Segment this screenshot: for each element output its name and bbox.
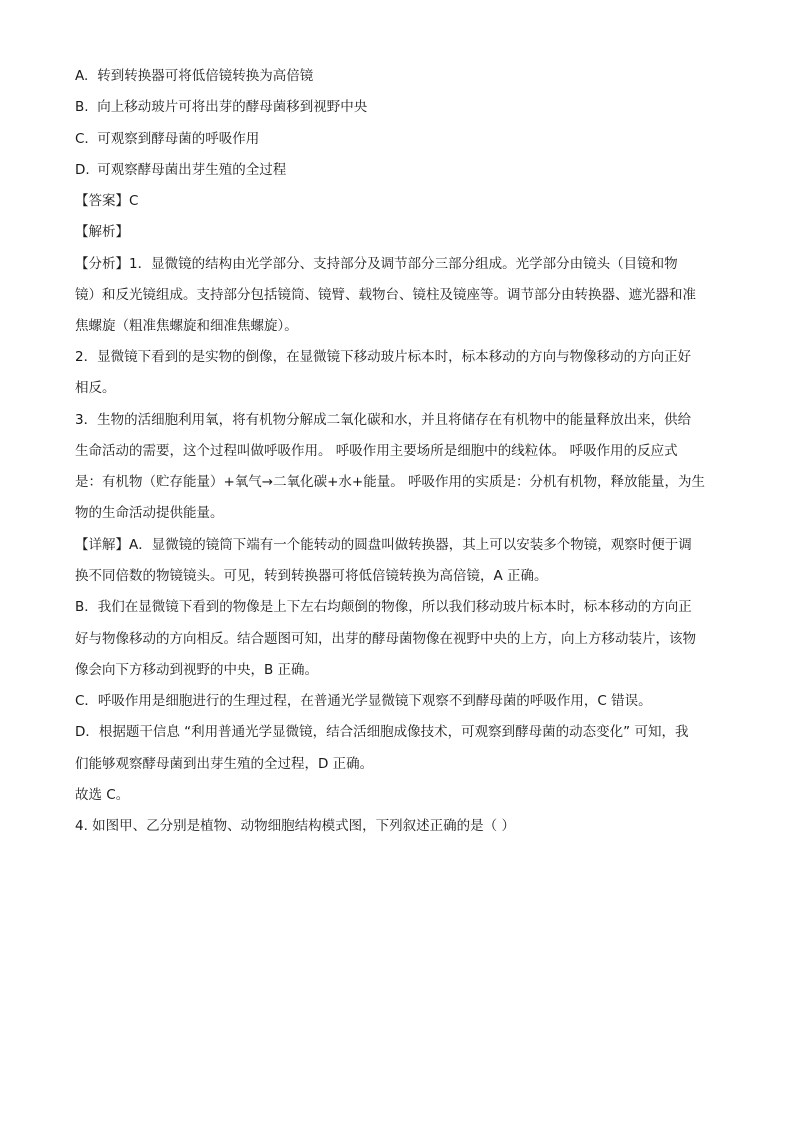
fenxi-line-9: 物的生命活动提供能量。 — [75, 505, 224, 521]
fenxi-line-6: 3．生物的活细胞利用氧，将有机物分解成二氧化碳和水，并且将储存在有机物中的能量释放出来，供给 — [75, 412, 692, 428]
fenxi-line-5: 相反。 — [75, 380, 116, 396]
option-d-text: 可观察酵母菌出芽生殖的全过程 — [97, 162, 287, 178]
xiangjie-line-6: C．呼吸作用是细胞进行的生理过程，在普通光学显微镜下观察不到酵母菌的呼吸作用，C 错误。 — [75, 693, 652, 709]
analysis-heading: 【解析】 — [75, 224, 129, 240]
xiangjie-line-3: B．我们在显微镜下看到的物像是上下左右均颠倒的物像，所以我们移动玻片标本时，标本移动的方向正 — [75, 599, 692, 615]
answer-line — [75, 191, 725, 211]
answer-value: C — [129, 193, 139, 209]
fenxi-text-1: 1．显微镜的结构由光学部分、支持部分及调节部分三部分组成。光学部分由镜头（目镜和物 — [129, 256, 678, 272]
fenxi-line-3: 焦螺旋（粗准焦螺旋和细准焦螺旋）。 — [75, 318, 298, 334]
option-b-letter: B. — [75, 99, 89, 115]
fenxi-line-7: 生命活动的需要，这个过程叫做呼吸作用。 呼吸作用主要场所是细胞中的线粒体。 呼吸作用的反应式 — [75, 443, 678, 459]
conclusion-line: 故选 C。 — [75, 787, 130, 803]
xiangjie-text-1: A．显微镜的镜筒下端有一个能转动的圆盘叫做转换器，其上可以安装多个物镜，观察时便于调 — [129, 537, 692, 553]
option-c — [75, 129, 725, 149]
option-d-letter: D. — [75, 162, 90, 178]
xiangjie-line-4: 好与物像移动的方向相反。结合题图可知，出芽的酵母菌物像在视野中央的上方，向上方移动装片，该物 — [75, 631, 696, 647]
fenxi-line-2: 镜）和反光镜组成。支持部分包括镜筒、镜臂、载物台、镜柱及镜座等。调节部分由转换器、遮光器和准 — [75, 287, 696, 303]
xiangjie-line-1 — [75, 535, 725, 555]
fenxi-tag: 【分析】 — [75, 256, 129, 272]
xiangjie-tag: 【详解】 — [75, 537, 129, 553]
option-b — [75, 97, 725, 117]
option-b-text: 向上移动玻片可将出芽的酵母菌移到视野中央 — [97, 99, 368, 115]
answer-tag: 【答案】 — [75, 193, 129, 209]
xiangjie-line-7: D．根据题干信息 “利用普通光学显微镜，结合活细胞成像技术，可观察到酵母菌的动态变化” 可知，我 — [75, 724, 689, 740]
fenxi-line-4: 2．显微镜下看到的是实物的倒像，在显微镜下移动玻片标本时，标本移动的方向与物像移动的方向正好 — [75, 349, 692, 365]
option-a — [75, 66, 725, 86]
option-c-letter: C. — [75, 131, 89, 147]
xiangjie-line-2: 换不同倍数的物镜镜头。可见，转到转换器可将低倍镜转换为高倍镜，A 正确。 — [75, 568, 548, 584]
option-c-text: 可观察到酵母菌的呼吸作用 — [97, 131, 260, 147]
fenxi-line-1 — [75, 254, 725, 274]
question-4: 4. 如图甲、乙分别是植物、动物细胞结构模式图，下列叙述正确的是（ ） — [75, 818, 515, 834]
xiangjie-line-5: 像会向下方移动到视野的中央，B 正确。 — [75, 662, 319, 678]
option-d — [75, 160, 725, 180]
option-a-text: 转到转换器可将低倍镜转换为高倍镜 — [97, 68, 314, 84]
xiangjie-line-8: 们能够观察酵母菌到出芽生殖的全过程，D 正确。 — [75, 756, 374, 772]
fenxi-line-8: 是：有机物（贮存能量）+氧气→二氧化碳+水+能量。 呼吸作用的实质是：分机有机物，释放能量，为生 — [75, 474, 706, 490]
option-a-letter: A. — [75, 68, 89, 84]
